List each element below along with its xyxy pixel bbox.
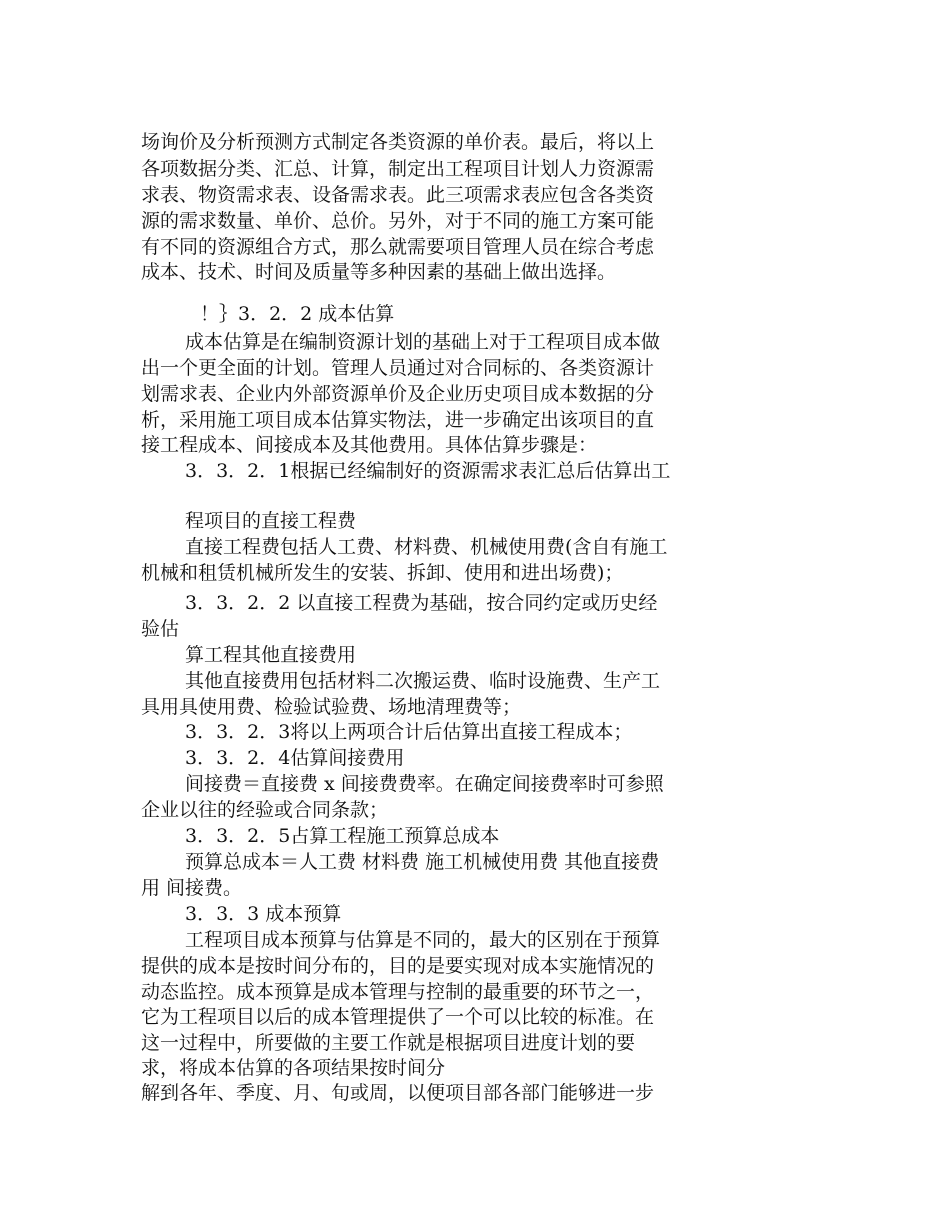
text-line: 各项数据分类、汇总、计算，制定出工程项目计划人力资源需	[141, 158, 655, 180]
section-heading: 3．3．3 成本预算	[185, 903, 342, 925]
text-line: 它为工程项目以后的成本管理提供了一个可以比较的标准。在	[141, 1006, 655, 1028]
text-line: 出一个更全面的计划。管理人员通过对合同标的、各类资源计	[141, 357, 655, 379]
text-line: 程项目的直接工程费	[185, 510, 357, 532]
subsection-heading: 3．3．2．5占算工程施工预算总成本	[185, 825, 500, 847]
text-line: 划需求表、企业内外部资源单价及企业历史项目成本数据的分	[141, 383, 655, 405]
text-line: 有不同的资源组合方式，那么就需要项目管理人员在综合考虑	[141, 236, 655, 258]
text-line: 成本、技术、时间及质量等多种因素的基础上做出选择。	[141, 261, 617, 283]
text-line: 接工程成本、间接成本及其他费用。具体估算步骤是：	[141, 434, 598, 456]
subsection-heading: 3．3．2．4估算间接费用	[185, 747, 405, 769]
text-line: 提供的成本是按时间分布的，目的是要实现对成本实施情况的	[141, 955, 655, 977]
text-line: 源的需求数量、单价、总价。另外，对于不同的施工方案可能	[141, 210, 655, 232]
text-line: 求表、物资需求表、设备需求表。此三项需求表应包含各类资	[141, 184, 655, 206]
text-line: 验估	[141, 618, 180, 640]
text-line: 场询价及分析预测方式制定各类资源的单价表。最后，将以上	[141, 131, 655, 153]
section-heading: ！｝3．2．2 成本估算	[200, 303, 395, 325]
subsection-heading: 3．3．2．1根据已经编制好的资源需求表汇总后估算出工	[185, 460, 671, 482]
subsection-heading: 3．3．2．3将以上两项合计后估算出直接工程成本；	[185, 721, 633, 743]
text-line: 动态监控。成本预算是成本管理与控制的最重要的环节之一，	[141, 981, 655, 1003]
text-line: 具用具使用费、检验试验费、场地清理费等；	[141, 696, 522, 718]
text-line: 工程项目成本预算与估算是不同的，最大的区别在于预算	[185, 929, 661, 951]
text-line: 算工程其他直接费用	[185, 644, 357, 666]
text-line: 直接工程费包括人工费、材料费、机械使用费(含自有施工	[185, 536, 668, 558]
text-line: 解到各年、季度、月、旬或周，以便项目部各部门能够进一步	[141, 1082, 655, 1104]
text-line: 其他直接费用包括材料二次搬运费、临时设施费、生产工	[185, 670, 661, 692]
text-line: 间接费＝直接费 x 间接费费率。在确定间接费率时可参照	[185, 773, 664, 795]
text-line: 预算总成本＝人工费 材料费 施工机械使用费 其他直接费	[185, 851, 660, 873]
text-line: 析，采用施工项目成本估算实物法，进一步确定出该项目的直	[141, 409, 655, 431]
text-line: 这一过程中，所要做的主要工作就是根据项目进度计划的要	[141, 1032, 636, 1054]
text-line: 求，将成本估算的各项结果按时间分	[141, 1057, 446, 1079]
subsection-heading: 3．3．2．2 以直接工程费为基础，按合同约定或历史经	[185, 592, 658, 614]
text-line: 机械和租赁机械所发生的安装、拆卸、使用和进出场费)；	[141, 562, 624, 584]
text-line: 企业以往的经验或合同条款；	[141, 799, 389, 821]
text-line: 成本估算是在编制资源计划的基础上对于工程项目成本做	[185, 331, 661, 353]
text-line: 用 间接费。	[141, 877, 243, 899]
